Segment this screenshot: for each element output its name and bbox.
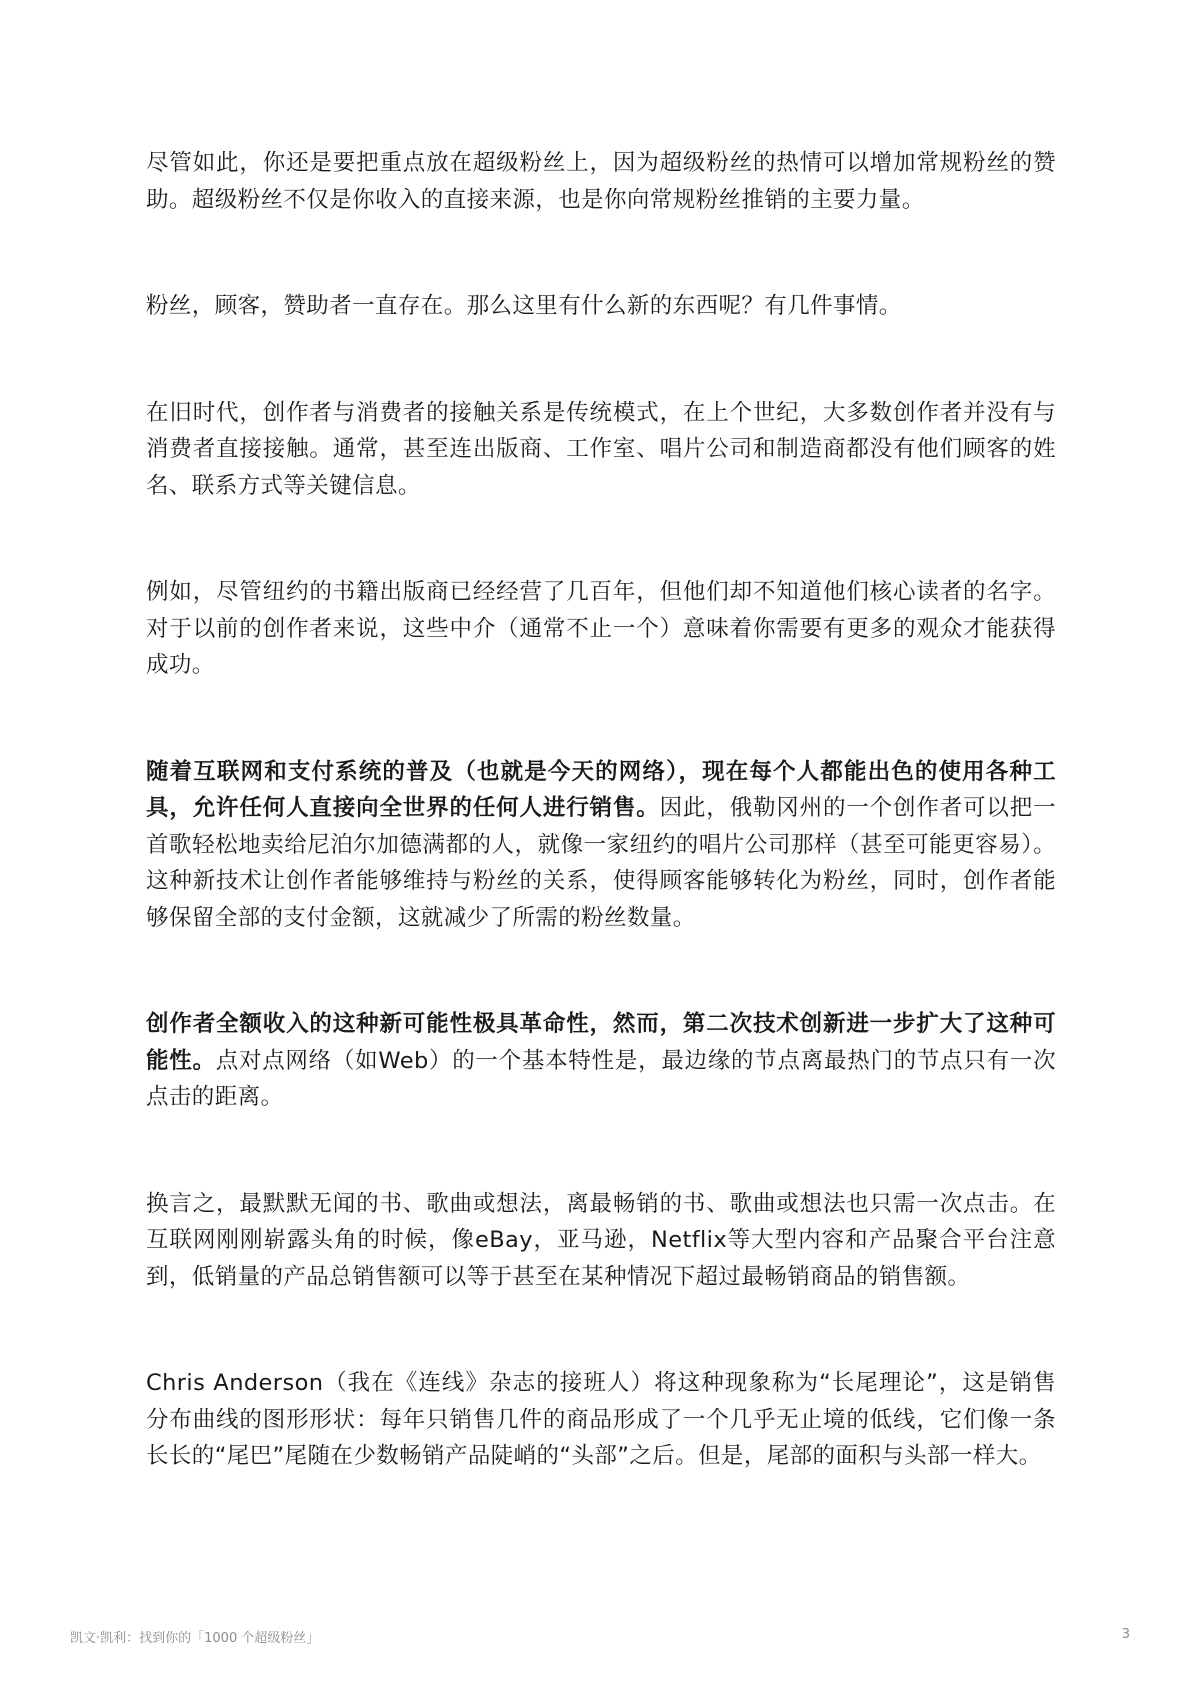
paragraph-3-text: 在旧时代，创作者与消费者的接触关系是传统模式，在上个世纪，大多数创作者并没有与消费者直接接触。通常，甚至连出版商、工作室、唱片公司和制造商都没有他们顾客的姓名、联系方式等关键信息。: [146, 399, 1056, 499]
page-number: 3: [1121, 1627, 1130, 1642]
paragraph-3: [146, 395, 1056, 505]
paragraph-5-text: 因此，俄勒冈州的一个创作者可以把一首歌轻松地卖给尼泊尔加德满都的人，就像一家纽约的唱片公司那样（甚至可能更容易）。这种新技术让创作者能够维持与粉丝的关系，使得顾客能够转化为粉丝，同时，创作者能够保留全部的支付金额，这就减少了所需的粉丝数量。: [146, 795, 1056, 931]
paragraph-6-text: 点对点网络（如Web）的一个基本特性是，最边缘的节点离最热门的节点只有一次点击的距离。: [146, 1047, 1057, 1110]
paragraph-4-text: 例如，尽管纽约的书籍出版商已经经营了几百年，但他们却不知道他们核心读者的名字。对于以前的创作者来说，这些中介（通常不止一个）意味着你需要有更多的观众才能获得成功。: [146, 579, 1056, 678]
paragraph-8: [146, 1365, 1056, 1475]
paragraph-5: [146, 754, 1056, 937]
paragraph-2-text: 粉丝，顾客，赞助者一直存在。那么这里有什么新的东西呢？有几件事情。: [146, 293, 902, 319]
article-body: [146, 145, 1056, 1545]
paragraph-7: [146, 1186, 1056, 1296]
footer-document-title: 凯文·凯利：找到你的「1000 个超级粉丝」: [70, 1631, 320, 1646]
paragraph-1: [146, 145, 1056, 218]
paragraph-4: [146, 574, 1056, 684]
paragraph-6-bold: 创作者全额收入的这种新可能性极具革命性，然而，第二次技术创新进一步扩大了这种可能性。: [146, 1011, 1056, 1074]
paragraph-2: [146, 288, 1056, 325]
paragraph-1-text: 尽管如此，你还是要把重点放在超级粉丝上，因为超级粉丝的热情可以增加常规粉丝的赞助。超级粉丝不仅是你收入的直接来源，也是你向常规粉丝推销的主要力量。: [146, 150, 1056, 213]
paragraph-7-text: 换言之，最默默无闻的书、歌曲或想法，离最畅销的书、歌曲或想法也只需一次点击。在互联网刚刚崭露头角的时候，像eBay，亚马逊，Netflix等大型内容和产品聚合平台注意到，低销量的产品总销售额可以等于甚至在某种情况下超过最畅销商品的销售额。: [146, 1190, 1056, 1290]
paragraph-6: [146, 1006, 1056, 1116]
paragraph-5-bold: 随着互联网和支付系统的普及（也就是今天的网络），现在每个人都能出色的使用各种工具，允许任何人直接向全世界的任何人进行销售。: [146, 758, 1056, 821]
paragraph-8-text: Chris Anderson（我在《连线》杂志的接班人）将这种现象称为“长尾理论”，这是销售分布曲线的图形形状：每年只销售几件的商品形成了一个几乎无止境的低线，它们像一条长长的“尾巴”尾随在少数畅销产品陡峭的“头部”之后。但是，尾部的面积与头部一样大。: [146, 1370, 1056, 1469]
